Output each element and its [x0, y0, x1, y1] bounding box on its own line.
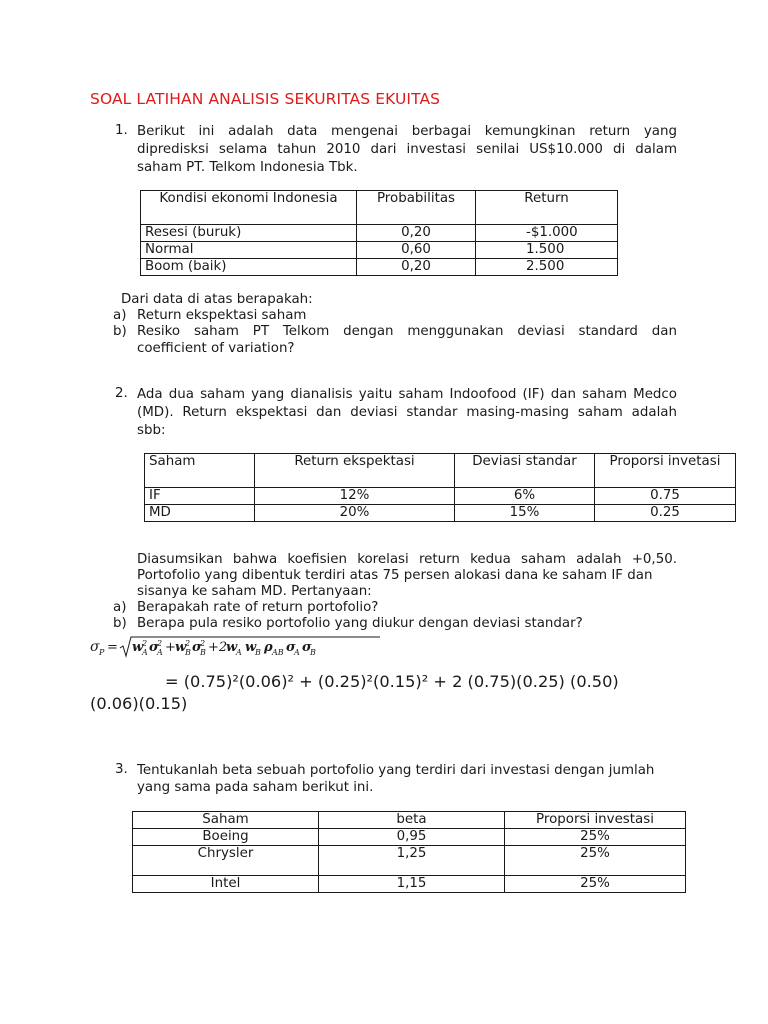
- svg-text:AB: AB: [272, 648, 284, 657]
- q1-sub-b-label: b): [113, 324, 127, 339]
- q1-header-kondisi: Kondisi ekonomi Indonesia: [141, 191, 357, 225]
- q3-cell: 25%: [505, 829, 686, 846]
- q3-cell: 1,25: [319, 846, 505, 876]
- q1-cell: Resesi (buruk): [141, 225, 357, 242]
- table-row: [145, 505, 736, 522]
- q1-number: 1.: [115, 123, 128, 138]
- q3-text-line-1: Tentukanlah beta sebuah portofolio yang terdiri dari investasi dengan jumlah: [137, 763, 655, 778]
- q1-text-line-2: dipredisksi selama tahun 2010 dari investasi senilai US$10.000 di dalam: [137, 142, 677, 157]
- q1-table: [140, 190, 618, 276]
- q2-sub-b-text: Berapa pula resiko portofolio yang diukur dengan deviasi standar?: [137, 616, 583, 631]
- page-title: SOAL LATIHAN ANALISIS SEKURITAS EKUITAS: [90, 90, 441, 108]
- q3-cell: 25%: [505, 876, 686, 893]
- svg-text:σ: σ: [192, 640, 202, 655]
- svg-text:σ: σ: [286, 640, 296, 655]
- q3-cell: 1,15: [319, 876, 505, 893]
- q3-cell: 25%: [505, 846, 686, 876]
- q1-text-line-1: Berikut ini adalah data mengenai berbagai kemungkinan return yang: [137, 124, 677, 139]
- q3-cell: Chrysler: [133, 846, 319, 876]
- q1-cell: 0,60: [357, 242, 476, 259]
- svg-text:A: A: [157, 648, 163, 657]
- q1-cell: Normal: [141, 242, 357, 259]
- q2-cell: 20%: [255, 505, 455, 522]
- q2-cell: IF: [145, 488, 255, 505]
- svg-text:+2: +2: [208, 640, 228, 655]
- q2-text-line-1: Ada dua saham yang dianalisis yaitu saham Indoofood (IF) dan saham Medco: [137, 387, 677, 402]
- q2-table: [144, 453, 736, 522]
- q2-cell: 0.75: [595, 488, 736, 505]
- svg-text:B: B: [200, 648, 206, 657]
- q2-formula-line-1: = (0.75)²(0.06)² + (0.25)²(0.15)² + 2 (0.75)(0.25) (0.50): [165, 672, 619, 691]
- q1-cell: 0,20: [357, 259, 476, 276]
- svg-text:A: A: [236, 648, 242, 657]
- q2-cell: 12%: [255, 488, 455, 505]
- q1-sub-a-text: Return ekspektasi saham: [137, 308, 307, 323]
- q2-sub-a-text: Berapakah rate of return portofolio?: [137, 600, 379, 615]
- q1-cell: 0,20: [357, 225, 476, 242]
- svg-text:σ: σ: [149, 640, 159, 655]
- svg-text:A: A: [294, 648, 300, 657]
- q2-cell: 6%: [455, 488, 595, 505]
- table-row: [133, 876, 686, 893]
- q2-cell: MD: [145, 505, 255, 522]
- q2-sub-b-label: b): [113, 616, 127, 631]
- q2-sub-a-label: a): [113, 600, 127, 615]
- q2-header-saham: Saham: [145, 454, 255, 488]
- q3-header-saham: Saham: [133, 812, 319, 829]
- q1-cell: Boom (baik): [141, 259, 357, 276]
- q3-cell: 0,95: [319, 829, 505, 846]
- svg-text:ρ: ρ: [264, 640, 273, 655]
- svg-text:P: P: [99, 648, 105, 657]
- q2-text-line-2: (MD). Return ekspektasi dan deviasi standar masing-masing saham adalah: [137, 405, 677, 420]
- table-row: [145, 488, 736, 505]
- q2-cell: 0.25: [595, 505, 736, 522]
- q2-formula-line-2: (0.06)(0.15): [90, 694, 188, 713]
- table-row: [133, 846, 686, 876]
- q3-cell: Intel: [133, 876, 319, 893]
- q1-sub-a-label: a): [113, 308, 127, 323]
- portfolio-stddev-formula: [90, 634, 390, 660]
- q2-text-line-3: sbb:: [137, 423, 166, 438]
- q3-header-proporsi: Proporsi investasi: [505, 812, 686, 829]
- svg-text:w: w: [245, 640, 257, 655]
- q1-header-probabilitas: Probabilitas: [357, 191, 476, 225]
- svg-text:+: +: [165, 640, 176, 655]
- q3-table: [132, 811, 686, 893]
- svg-text:B: B: [255, 648, 261, 657]
- q1-prompt: Dari data di atas berapakah:: [121, 292, 313, 307]
- table-row: [133, 829, 686, 846]
- svg-text:w: w: [132, 640, 144, 655]
- svg-text:2: 2: [200, 639, 206, 648]
- q2-header-return: Return ekspektasi: [255, 454, 455, 488]
- svg-text:B: B: [185, 648, 191, 657]
- svg-text:w: w: [175, 640, 187, 655]
- q2-para-line-3: sisanya ke saham MD. Pertanyaan:: [137, 584, 372, 599]
- table-row: [141, 225, 618, 242]
- svg-text:σ: σ: [302, 640, 312, 655]
- q2-header-deviasi: Deviasi standar: [455, 454, 595, 488]
- q2-cell: 15%: [455, 505, 595, 522]
- q1-cell: 1.500: [476, 242, 618, 259]
- q2-header-proporsi: Proporsi invetasi: [595, 454, 736, 488]
- q1-cell: 2.500: [476, 259, 618, 276]
- q2-para-line-2: Portofolio yang dibentuk terdiri atas 75 persen alokasi dana ke saham IF dan: [137, 568, 653, 583]
- q3-header-beta: beta: [319, 812, 505, 829]
- svg-text:2: 2: [185, 639, 191, 648]
- q3-number: 3.: [115, 762, 128, 777]
- table-row: [141, 259, 618, 276]
- svg-text:σ: σ: [90, 639, 100, 655]
- svg-text:2: 2: [157, 639, 163, 648]
- svg-text:=: =: [107, 640, 118, 655]
- q2-para-line-1: Diasumsikan bahwa koefisien korelasi return kedua saham adalah +0,50.: [137, 552, 677, 567]
- svg-text:A: A: [142, 648, 148, 657]
- q1-header-return: Return: [476, 191, 618, 225]
- svg-text:w: w: [226, 640, 238, 655]
- svg-text:B: B: [310, 648, 316, 657]
- q1-sub-b-text: Resiko saham PT Telkom dengan menggunakan deviasi standard dan: [137, 324, 677, 339]
- q1-sub-b-cont: coefficient of variation?: [137, 341, 295, 356]
- q3-cell: Boeing: [133, 829, 319, 846]
- q1-text-line-3: saham PT. Telkom Indonesia Tbk.: [137, 160, 358, 175]
- q3-text-line-2: yang sama pada saham berikut ini.: [137, 780, 374, 795]
- q2-number: 2.: [115, 386, 128, 401]
- q1-cell: -$1.000: [476, 225, 618, 242]
- svg-text:2: 2: [142, 639, 148, 648]
- table-row: [141, 242, 618, 259]
